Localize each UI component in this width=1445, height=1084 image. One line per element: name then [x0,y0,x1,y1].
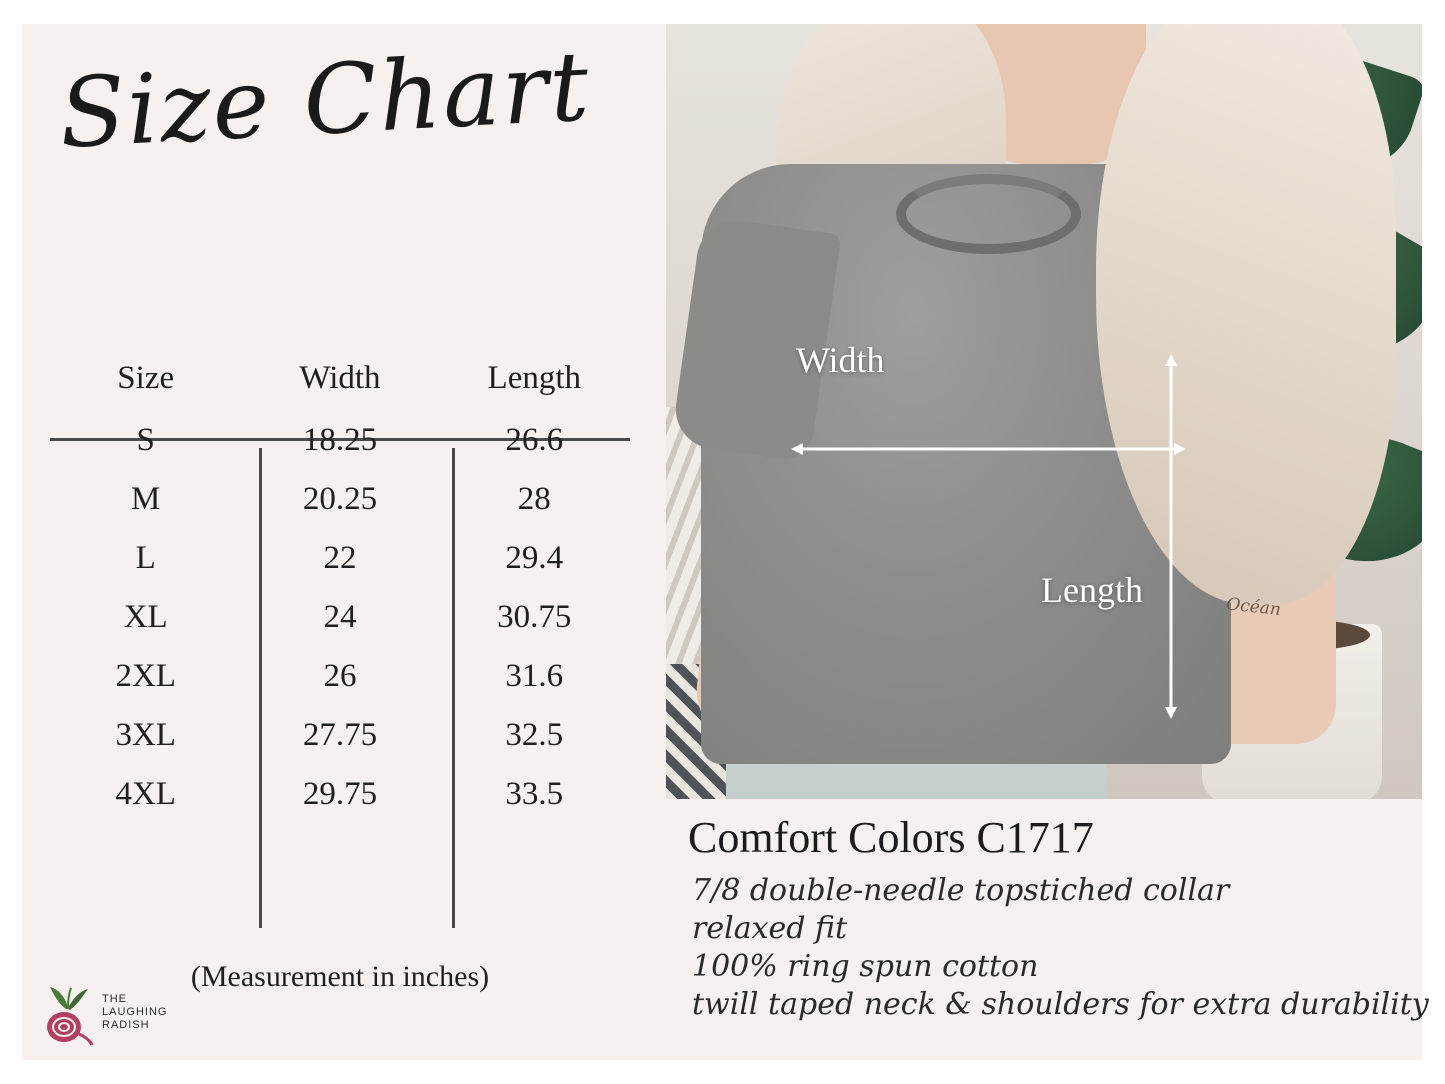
product-photo [666,24,1422,799]
product-feature: 7/8 double-needle topstiched collar [692,873,1230,908]
cell-width: 20.25 [302,481,378,517]
cell-size: M [131,481,161,517]
table-header-row [50,354,630,411]
cell-length: 31.6 [505,658,564,694]
cell-size: 3XL [115,717,176,753]
table-row [50,765,630,824]
table-row [50,411,630,470]
cell-width: 27.75 [302,717,378,753]
length-arrow-icon [1164,354,1178,719]
photo-tshirt-collar [896,174,1081,254]
logo-line-1: THE [102,993,127,1005]
table-row [50,470,630,529]
cell-length: 28 [517,481,551,517]
cell-length: 29.4 [505,540,564,576]
column-header-length: Length [487,360,582,396]
size-chart-card [22,24,1429,1060]
product-feature: 100% ring spun cotton [692,949,1039,984]
table-row [50,706,630,765]
cell-width: 29.75 [302,776,378,812]
size-table [50,354,630,824]
column-header-size: Size [117,360,175,396]
photo-model-tattoo: Océan [1225,594,1282,620]
table-row [50,647,630,706]
length-annotation-label: Length [1041,570,1143,610]
cell-size: XL [123,599,168,635]
column-header-width: Width [299,360,381,396]
logo-line-2: LAUGHING [102,1006,168,1018]
photo-model-hair-right [1096,24,1396,604]
brand-logo [38,979,198,1049]
radish-icon [38,979,98,1049]
cell-length: 32.5 [505,717,564,753]
product-title: Comfort Colors C1717 [688,813,1094,862]
cell-width: 24 [323,599,357,635]
table-row [50,588,630,647]
cell-size: 4XL [115,776,176,812]
logo-line-3: RADISH [102,1019,150,1031]
width-arrow-icon [791,442,1186,456]
cell-width: 26 [323,658,357,694]
cell-size: S [136,422,155,458]
cell-length: 33.5 [505,776,564,812]
product-feature: twill taped neck & shoulders for extra durability [692,987,1429,1022]
width-annotation-label: Width [796,340,885,380]
measurement-note: (Measurement in inches) [190,960,490,993]
right-panel [662,24,1429,1060]
logo-text [102,993,167,1032]
cell-size: L [135,540,156,576]
cell-width: 22 [323,540,357,576]
page-title: Size Chart [56,30,594,170]
left-panel [22,24,662,1060]
cell-length: 30.75 [497,599,572,635]
cell-size: 2XL [115,658,176,694]
table-row [50,529,630,588]
product-features [692,872,1429,1024]
product-feature: relaxed fit [692,911,848,946]
cell-length: 26.6 [505,422,564,458]
cell-width: 18.25 [302,422,378,458]
